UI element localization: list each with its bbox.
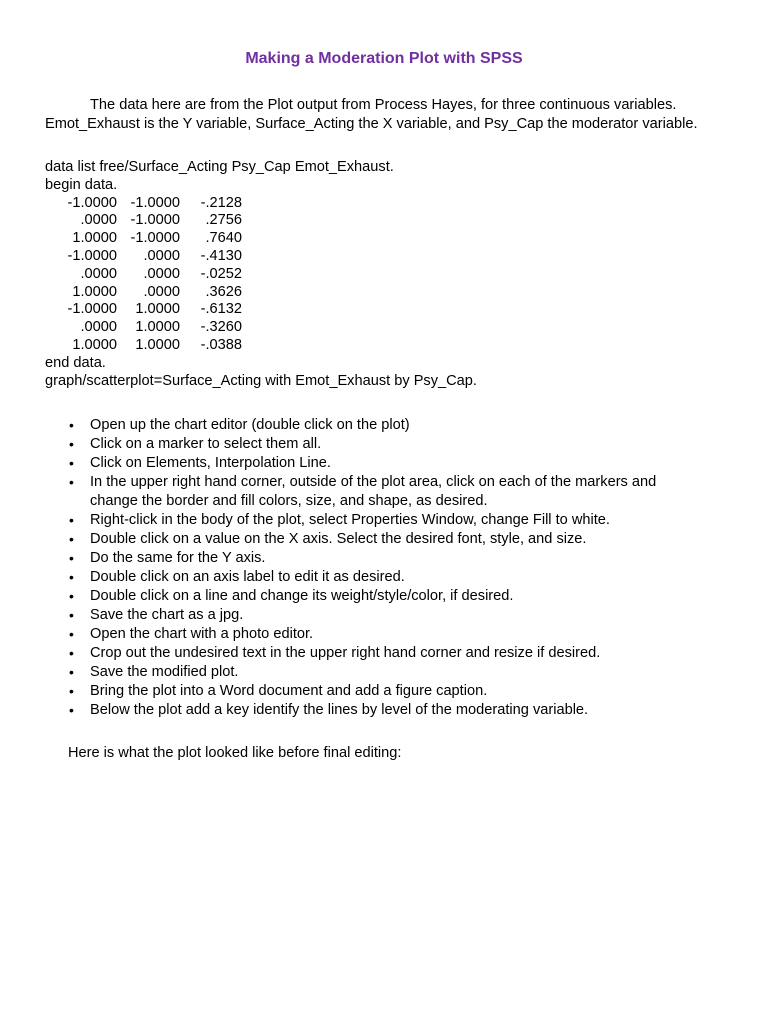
step-text: Below the plot add a key identify the lines by level of the moderating variable. (90, 702, 589, 718)
surface-acting-cell: 1.0000 (72, 283, 117, 300)
step-text: Right-click in the body of the plot, select Properties Window, change Fill to white. (90, 512, 610, 528)
step-item (45, 701, 695, 720)
psy-cap-cell: .0000 (143, 265, 180, 282)
data-row (45, 195, 242, 213)
step-item (45, 454, 695, 473)
step-item (45, 644, 695, 663)
emot-exhaust-cell: .7640 (205, 230, 242, 247)
emot-exhaust-cell: -.0252 (200, 265, 242, 282)
syntax-begin-data-line: begin data. (45, 176, 118, 193)
instruction-steps-list (45, 416, 695, 720)
emot-exhaust-cell: -.0388 (200, 336, 242, 353)
step-item (45, 625, 695, 644)
data-row (45, 230, 242, 248)
step-text: Double click on a value on the X axis. Select the desired font, style, and size. (90, 531, 587, 547)
syntax-graph-line: graph/scatterplot=Surface_Acting with Emot_Exhaust by Psy_Cap. (45, 372, 477, 389)
step-text: Click on a marker to select them all. (90, 436, 322, 452)
step-item (45, 682, 695, 701)
step-text: Crop out the undesired text in the upper right hand corner and resize if desired. (90, 645, 601, 661)
closing-paragraph: Here is what the plot looked like before final editing: (68, 745, 402, 761)
surface-acting-cell: 1.0000 (72, 336, 117, 353)
emot-exhaust-cell: .3626 (205, 283, 242, 300)
bullet-icon: • (69, 683, 74, 699)
step-text: Double click on an axis label to edit it as desired. (90, 569, 405, 585)
bullet-icon: • (69, 512, 74, 528)
step-text: Open up the chart editor (double click on the plot) (90, 417, 410, 433)
psy-cap-cell: 1.0000 (135, 319, 180, 336)
step-text: Open the chart with a photo editor. (90, 626, 314, 642)
step-text: Bring the plot into a Word document and add a figure caption. (90, 683, 488, 699)
data-row (45, 212, 242, 230)
psy-cap-cell: 1.0000 (135, 301, 180, 318)
psy-cap-cell: -1.0000 (130, 230, 180, 247)
step-text: Save the chart as a jpg. (90, 607, 244, 623)
bullet-icon: • (69, 474, 74, 490)
step-item (45, 473, 695, 511)
surface-acting-cell: .0000 (80, 319, 117, 336)
bullet-icon: • (69, 417, 74, 433)
psy-cap-cell: -1.0000 (130, 194, 180, 211)
step-item (45, 435, 695, 454)
emot-exhaust-cell: -.6132 (200, 301, 242, 318)
psy-cap-cell: -1.0000 (130, 212, 180, 229)
emot-exhaust-cell: .2756 (205, 212, 242, 229)
data-row (45, 301, 242, 319)
bullet-icon: • (69, 607, 74, 623)
step-item (45, 416, 695, 435)
step-text: Save the modified plot. (90, 664, 239, 680)
step-text: Do the same for the Y axis. (90, 550, 266, 566)
intro-line: The data here are from the Plot output from Process Hayes, for three continuous variables. (90, 97, 677, 113)
step-item (45, 549, 695, 568)
bullet-icon: • (69, 455, 74, 471)
step-item (45, 530, 695, 549)
data-row (45, 284, 242, 302)
document-title: Making a Moderation Plot with SPSS (245, 50, 523, 67)
data-row (45, 248, 242, 266)
surface-acting-cell: -1.0000 (67, 247, 117, 264)
bullet-icon: • (69, 645, 74, 661)
bullet-icon: • (69, 550, 74, 566)
data-values-table (45, 195, 242, 355)
surface-acting-cell: -1.0000 (67, 301, 117, 318)
bullet-icon: • (69, 702, 74, 718)
bullet-icon: • (69, 664, 74, 680)
surface-acting-cell: .0000 (80, 265, 117, 282)
data-row (45, 266, 242, 284)
surface-acting-cell: -1.0000 (67, 194, 117, 211)
bullet-icon: • (69, 626, 74, 642)
syntax-data-list-line: data list free/Surface_Acting Psy_Cap Emot_Exhaust. (45, 159, 394, 175)
data-row (45, 319, 242, 337)
step-item (45, 606, 695, 625)
step-text: Double click on a line and change its weight/style/color, if desired. (90, 588, 514, 604)
bullet-icon: • (69, 436, 74, 452)
psy-cap-cell: .0000 (143, 247, 180, 264)
emot-exhaust-cell: -.2128 (200, 194, 242, 211)
intro-line: Emot_Exhaust is the Y variable, Surface_Acting the X variable, and Psy_Cap the moderator variable. (45, 116, 698, 132)
data-row (45, 337, 242, 355)
spss-syntax-block (45, 159, 735, 390)
surface-acting-cell: .0000 (80, 212, 117, 229)
step-item (45, 568, 695, 587)
step-item (45, 511, 695, 530)
step-item (45, 663, 695, 682)
syntax-end-data-line: end data. (45, 354, 106, 371)
bullet-icon: • (69, 588, 74, 604)
step-item (45, 587, 695, 606)
surface-acting-cell: 1.0000 (72, 230, 117, 247)
step-text: In the upper right hand corner, outside of the plot area, click on each of the markers and change the border and fill colors, size, and shape, as desired. (90, 474, 657, 509)
bullet-icon: • (69, 569, 74, 585)
bullet-icon: • (69, 531, 74, 547)
step-text: Click on Elements, Interpolation Line. (90, 455, 331, 471)
intro-paragraph (45, 96, 735, 134)
psy-cap-cell: .0000 (143, 283, 180, 300)
emot-exhaust-cell: -.3260 (200, 319, 242, 336)
psy-cap-cell: 1.0000 (135, 336, 180, 353)
emot-exhaust-cell: -.4130 (200, 247, 242, 264)
